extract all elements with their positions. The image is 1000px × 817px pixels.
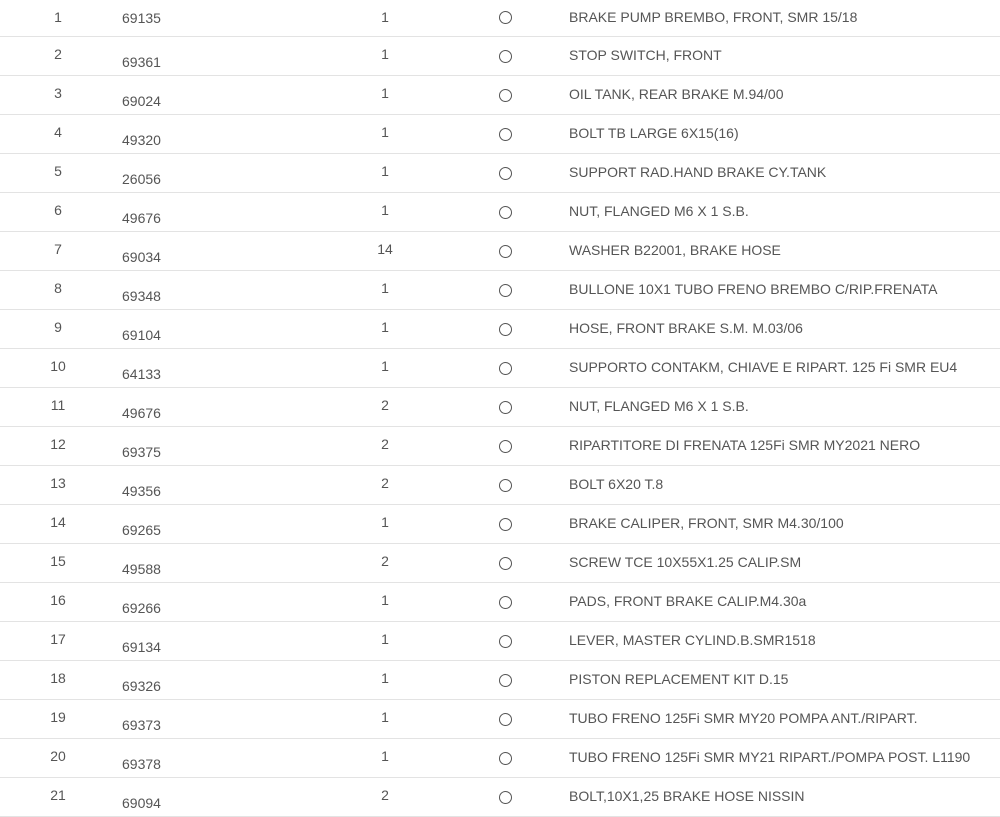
part-quantity: 2 [381,553,389,569]
part-quantity: 1 [381,9,389,25]
row-number: 13 [50,475,66,491]
part-code: 69373 [122,717,161,733]
part-code: 69348 [122,288,161,304]
select-radio-icon[interactable] [499,11,512,24]
part-quantity: 2 [381,787,389,803]
row-number: 6 [54,202,62,218]
table-row [0,739,1000,778]
part-description: OIL TANK, REAR BRAKE M.94/00 [569,86,784,102]
select-radio-icon[interactable] [499,128,512,141]
row-number: 5 [54,163,62,179]
part-code: 69135 [122,10,161,26]
select-radio-icon[interactable] [499,440,512,453]
table-row [0,622,1000,661]
part-description: WASHER B22001, BRAKE HOSE [569,242,781,258]
part-quantity: 14 [377,241,393,257]
part-description: NUT, FLANGED M6 X 1 S.B. [569,203,749,219]
row-number: 16 [50,592,66,608]
select-radio-icon[interactable] [499,50,512,63]
part-code: 69375 [122,444,161,460]
select-radio-icon[interactable] [499,791,512,804]
select-radio-icon[interactable] [499,167,512,180]
part-description: HOSE, FRONT BRAKE S.M. M.03/06 [569,320,803,336]
select-radio-icon[interactable] [499,713,512,726]
part-quantity: 1 [381,85,389,101]
part-description: PISTON REPLACEMENT KIT D.15 [569,671,789,687]
part-code: 69266 [122,600,161,616]
table-row [0,154,1000,193]
row-number: 20 [50,748,66,764]
part-quantity: 1 [381,592,389,608]
row-number: 8 [54,280,62,296]
part-description: SCREW TCE 10X55X1.25 CALIP.SM [569,554,802,570]
part-quantity: 2 [381,436,389,452]
row-number: 11 [50,397,66,413]
part-description: RIPARTITORE DI FRENATA 125Fi SMR MY2021 NERO [569,437,921,453]
part-quantity: 1 [381,514,389,530]
part-quantity: 1 [381,280,389,296]
part-description: NUT, FLANGED M6 X 1 S.B. [569,398,749,414]
row-number: 3 [54,85,62,101]
table-row [0,76,1000,115]
part-quantity: 1 [381,670,389,686]
part-description: STOP SWITCH, FRONT [569,47,722,63]
part-quantity: 1 [381,358,389,374]
part-code: 49588 [122,561,161,577]
table-row [0,544,1000,583]
part-description: LEVER, MASTER CYLIND.B.SMR1518 [569,632,816,648]
part-code: 49676 [122,210,161,226]
part-description: TUBO FRENO 125Fi SMR MY20 POMPA ANT./RIPART. [569,710,918,726]
part-quantity: 2 [381,397,389,413]
part-code: 49356 [122,483,161,499]
select-radio-icon[interactable] [499,518,512,531]
select-radio-icon[interactable] [499,674,512,687]
row-number: 12 [50,436,66,452]
select-radio-icon[interactable] [499,635,512,648]
part-code: 69134 [122,639,161,655]
part-quantity: 1 [381,631,389,647]
row-number: 18 [50,670,66,686]
part-code: 69024 [122,93,161,109]
part-description: BOLT TB LARGE 6X15(16) [569,125,739,141]
part-code: 69326 [122,678,161,694]
part-description: PADS, FRONT BRAKE CALIP.M4.30a [569,593,807,609]
row-number: 10 [50,358,66,374]
part-description: BRAKE PUMP BREMBO, FRONT, SMR 15/18 [569,9,858,25]
select-radio-icon[interactable] [499,596,512,609]
part-description: SUPPORT RAD.HAND BRAKE CY.TANK [569,164,827,180]
table-row [0,0,1000,37]
part-description: BOLT 6X20 T.8 [569,476,664,492]
select-radio-icon[interactable] [499,206,512,219]
select-radio-icon[interactable] [499,323,512,336]
part-quantity: 1 [381,319,389,335]
part-description: BOLT,10X1,25 BRAKE HOSE NISSIN [569,788,805,804]
select-radio-icon[interactable] [499,557,512,570]
table-row [0,466,1000,505]
part-quantity: 2 [381,475,389,491]
row-number: 2 [54,46,62,62]
select-radio-icon[interactable] [499,245,512,258]
row-number: 7 [54,241,62,257]
table-row [0,193,1000,232]
table-row [0,37,1000,76]
table-row [0,115,1000,154]
part-code: 49320 [122,132,161,148]
row-number: 1 [54,9,62,25]
part-code: 49676 [122,405,161,421]
table-row [0,661,1000,700]
select-radio-icon[interactable] [499,752,512,765]
select-radio-icon[interactable] [499,89,512,102]
part-code: 69094 [122,795,161,811]
part-quantity: 1 [381,202,389,218]
part-code: 69265 [122,522,161,538]
row-number: 21 [50,787,66,803]
table-row [0,271,1000,310]
table-row [0,778,1000,817]
part-quantity: 1 [381,46,389,62]
select-radio-icon[interactable] [499,362,512,375]
table-row [0,232,1000,271]
part-code: 64133 [122,366,161,382]
table-row [0,700,1000,739]
part-description: SUPPORTO CONTAKM, CHIAVE E RIPART. 125 Fi SMR EU4 [569,359,958,375]
row-number: 14 [50,514,66,530]
part-description: TUBO FRENO 125Fi SMR MY21 RIPART./POMPA POST. L1190 [569,749,971,765]
part-description: BRAKE CALIPER, FRONT, SMR M4.30/100 [569,515,844,531]
table-row [0,310,1000,349]
row-number: 4 [54,124,62,140]
part-quantity: 1 [381,163,389,179]
part-code: 69361 [122,54,161,70]
table-row [0,505,1000,544]
table-row [0,583,1000,622]
part-quantity: 1 [381,748,389,764]
table-row [0,349,1000,388]
part-code: 26056 [122,171,161,187]
table-row [0,427,1000,466]
part-quantity: 1 [381,709,389,725]
row-number: 19 [50,709,66,725]
row-number: 17 [50,631,66,647]
table-row [0,388,1000,427]
select-radio-icon[interactable] [499,401,512,414]
row-number: 15 [50,553,66,569]
row-number: 9 [54,319,62,335]
part-description: BULLONE 10X1 TUBO FRENO BREMBO C/RIP.FRENATA [569,281,938,297]
part-quantity: 1 [381,124,389,140]
select-radio-icon[interactable] [499,479,512,492]
part-code: 69378 [122,756,161,772]
select-radio-icon[interactable] [499,284,512,297]
part-code: 69034 [122,249,161,265]
part-code: 69104 [122,327,161,343]
